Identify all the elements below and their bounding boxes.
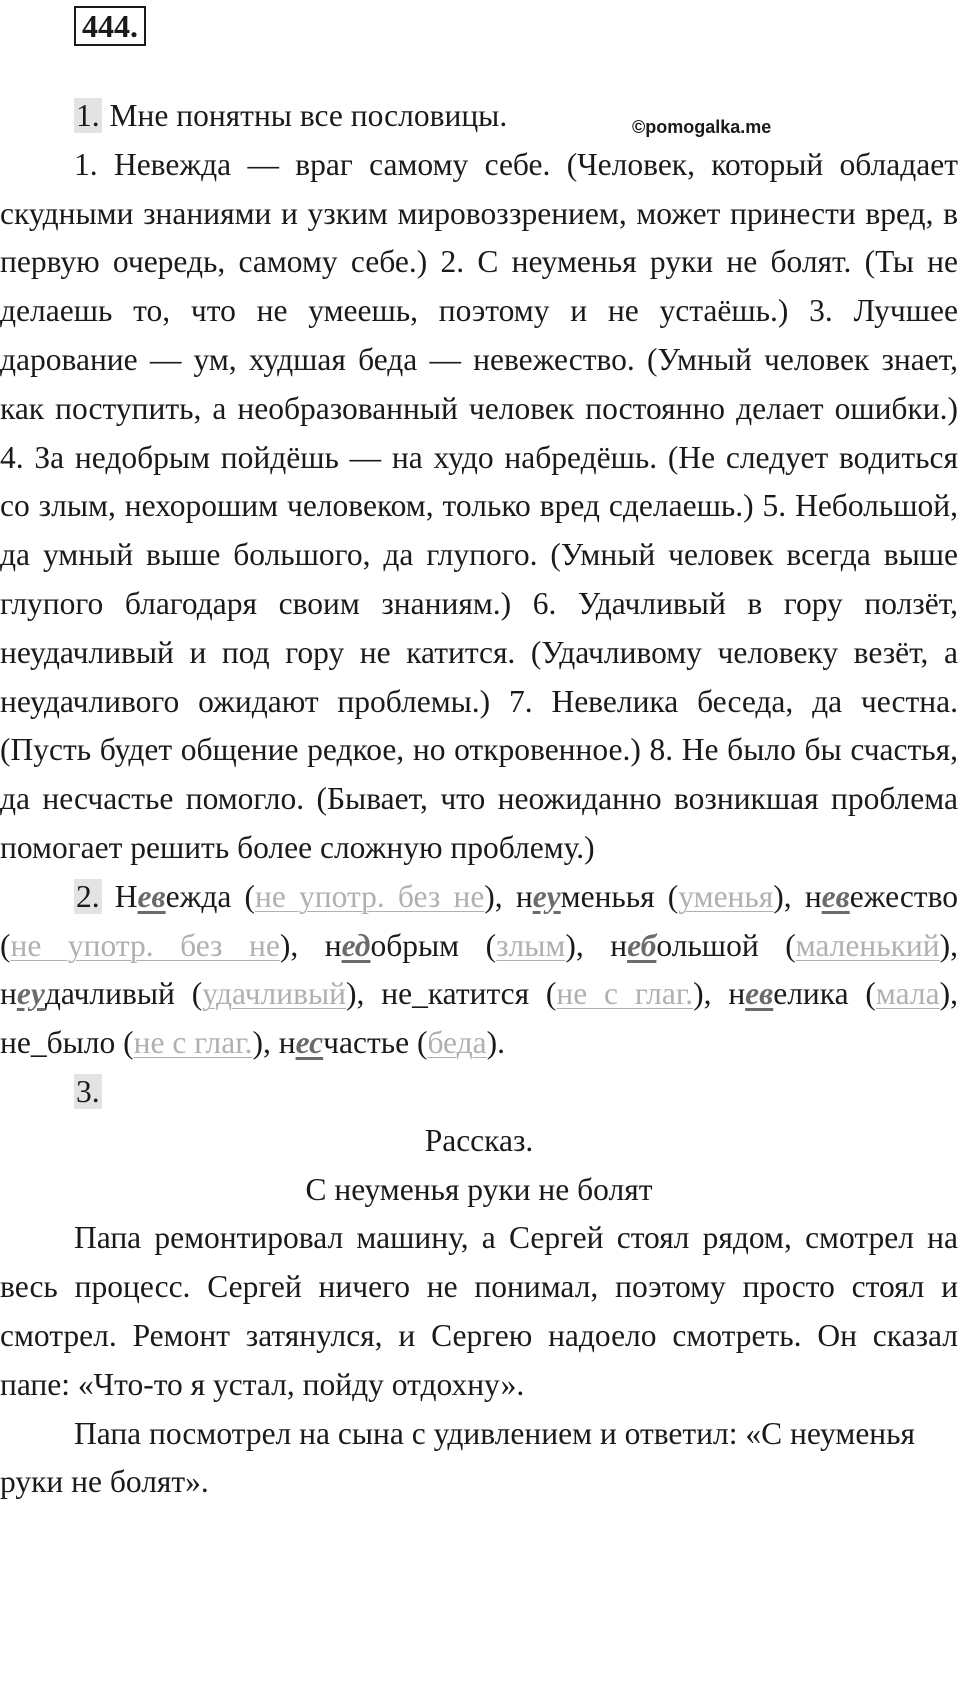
part2-paragraph [0, 873, 958, 1068]
word-end: дачливый [44, 976, 175, 1012]
word-item: невелика (мала), [728, 976, 958, 1012]
word-start: н [804, 878, 822, 914]
word-start: н [610, 927, 628, 963]
word-start: н [515, 878, 533, 914]
part1-number: 1. [76, 98, 100, 133]
word-start: Н [114, 878, 138, 914]
word-start: н [324, 927, 342, 963]
word-note: маленький [795, 927, 940, 963]
story-paragraph-2: Папа посмотрел на сына с удивлением и ответил: «С неуменья руки не болят». [0, 1415, 916, 1500]
word-item: несчастье (беда). [278, 1025, 505, 1061]
word-separator: , [950, 976, 958, 1012]
word-item: неудачливый (удачливый), [0, 976, 382, 1012]
part3-header [0, 1068, 958, 1117]
word-start: не_было [0, 1025, 116, 1061]
word-separator: , [575, 927, 611, 963]
word-item: недобрым (злым), [324, 927, 611, 963]
word-start: не_катится [381, 976, 530, 1012]
watermark: ©pomogalka.me [632, 117, 772, 137]
part1-intro [0, 92, 958, 141]
word-item: Невежда (не употр. без не), [114, 878, 516, 914]
highlighted-letters: ев [745, 976, 774, 1012]
story-paragraph-1: Папа ремонтировал машину, а Сергей стоял рядом, смотрел на весь процесс. Сергей ничего не понимал, поэтому просто стоял и смотрел. Ремонт затянулся, и Сергею надоело смотреть. Он сказал папе: «Что-то я устал, пойду отдохну». [0, 1220, 958, 1402]
highlighted-letters: ед [341, 927, 371, 963]
word-separator: . [497, 1025, 505, 1061]
word-item: не_было (не с глаг.), [0, 1025, 279, 1061]
proverbs-paragraph: 1. Невежда — враг самому себе. (Человек, который обладает скудными знаниями и узким мировоззрением, может принести вред, в первую очередь, самому себе.) 2. С неуменья руки не болят. (Ты не делаешь то, что не умеешь, поэтому и не устаёшь.) 3. Лучшее дарование — ум, худшая беда — невежество. (Умный человек знает, как поступить, а необразованный человек постоянно делает ошибки.) 4. За недобрым пойдёшь — на худо набредёшь. (Не следует водиться со злым, нехорошим человеком, только вред сделаешь.) 5. Небольшой, да умный выше большого, да глупого. (Умный человек всегда выше глупого благодаря своим знаниям.) 6. Удачливый в гору ползёт, неудачливый и под гору не катится. (Удачливому человеку везёт, а неудачливого ожидают проблемы.) 7. Невелика беседа, да честна. (Пусть будет общение редкое, но откровенное.) 8. Не было бы счастья, да несчастье помогло. (Бывает, что неожиданно возникшая проблема помогает решить более сложную проблему.) [0, 146, 958, 865]
word-separator: , [703, 976, 729, 1012]
highlighted-letters: ес [295, 1025, 324, 1061]
word-separator: , [950, 927, 958, 963]
word-note: уменья [678, 878, 774, 914]
word-start: н [728, 976, 746, 1012]
word-start: н [278, 1025, 296, 1061]
word-note: не с глаг. [133, 1025, 253, 1061]
word-note: удачливый [202, 976, 347, 1012]
highlighted-letters: ев [821, 878, 850, 914]
word-separator: , [290, 927, 325, 963]
word-end: обрым [370, 927, 460, 963]
word-note: беда [427, 1025, 487, 1061]
part1-intro-text: Мне понятны все пословицы. [101, 98, 508, 133]
word-start: н [0, 976, 17, 1012]
highlighted-letters: еу [532, 878, 561, 914]
word-end: ежда [165, 878, 232, 914]
task-number-box: 444. [74, 6, 146, 46]
word-note: злым [496, 927, 566, 963]
word-item: неуменьья (уменья), [515, 878, 805, 914]
answer-text [0, 92, 958, 1507]
word-note: не употр. без не [10, 927, 280, 963]
word-separator: , [783, 878, 805, 914]
word-end: меньья [560, 878, 655, 914]
word-note: не употр. без не [255, 878, 485, 914]
word-separator: , [494, 878, 516, 914]
word-separator: , [356, 976, 382, 1012]
story-genre: Рассказ. [424, 1122, 534, 1158]
prefix-word-list [0, 879, 958, 1060]
highlighted-letters: ев [137, 878, 166, 914]
part2-number: 2. [76, 878, 100, 914]
word-item: невежество (не употр. без не), [0, 878, 958, 963]
word-end: ольшой [656, 927, 759, 963]
word-item: небольшой (маленький), [610, 927, 958, 963]
part3-number: 3. [76, 1073, 100, 1109]
word-end: частье [323, 1025, 410, 1061]
story-title: С неуменья руки не болят [305, 1171, 653, 1207]
word-item: не_катится (не с глаг.), [381, 976, 729, 1012]
word-note: мала [875, 976, 940, 1012]
word-note: не с глаг. [556, 976, 694, 1012]
word-end: елика [773, 976, 849, 1012]
highlighted-letters: еу [16, 976, 45, 1012]
word-end: ежество [849, 878, 958, 914]
highlighted-letters: еб [627, 927, 657, 963]
word-separator: , [262, 1025, 279, 1061]
